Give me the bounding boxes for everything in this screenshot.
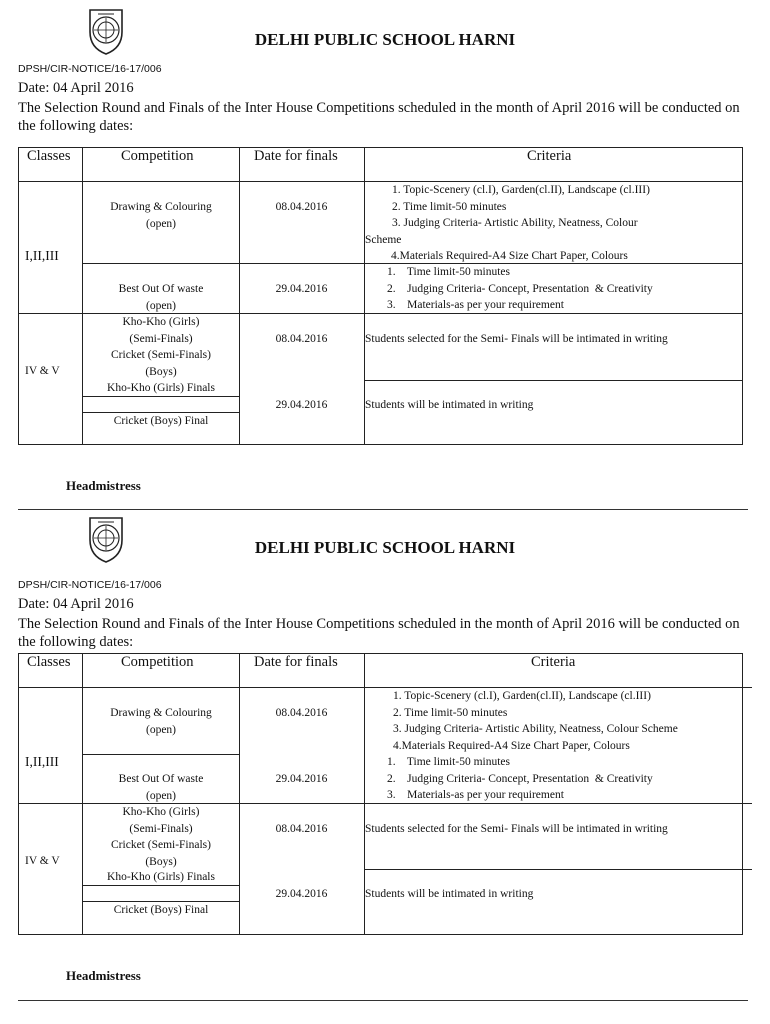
signature-label: Headmistress [66, 968, 141, 983]
final-line1: Kho-Kho (Girls) Finals [107, 382, 215, 394]
semi-criteria: Students selected for the Semi- Finals will be intimated in writing [365, 333, 668, 345]
semi-line4: (Boys) [145, 855, 177, 868]
notice-date: Date: 04 April 2016 [18, 596, 134, 612]
final-line2: Cricket (Boys) Final [113, 904, 209, 916]
notice-date: Date: 04 April 2016 [18, 80, 134, 96]
header-competition: Competition [121, 654, 194, 670]
waste-criteria [365, 754, 751, 804]
waste-criteria [365, 264, 741, 314]
group2-classes: IV & V [25, 365, 60, 377]
criteria-line: 2. Judging Criteria- Concept, Presentation & Creativity [387, 282, 653, 295]
semi-criteria: Students selected for the Semi- Finals will be intimated in writing [365, 823, 668, 835]
final-line2: Cricket (Boys) Final [113, 415, 209, 427]
semi-line2: (Semi-Finals) [129, 332, 193, 345]
notice-reference: DPSH/CIR-NOTICE/16-17/006 [18, 63, 162, 75]
drawing-competition [83, 705, 239, 738]
semi-line1: Kho-Kho (Girls) [122, 316, 200, 328]
header-classes: Classes [27, 148, 71, 164]
final-criteria: Students will be intimated in writing [365, 399, 534, 411]
final-criteria: Students will be intimated in writing [365, 888, 534, 900]
header-criteria: Criteria [527, 148, 572, 164]
semi-competition [83, 314, 239, 380]
table-divider [364, 380, 742, 381]
waste-sub: (open) [145, 789, 176, 802]
drawing-date: 08.04.2016 [275, 201, 328, 213]
criteria-line: 3. Materials-as per your requirement [387, 789, 564, 801]
waste-date: 29.04.2016 [275, 283, 328, 295]
drawing-name: Drawing & Colouring [110, 707, 212, 719]
competition-table [18, 147, 743, 445]
semi-date: 08.04.2016 [275, 823, 328, 835]
header-criteria: Criteria [531, 654, 576, 670]
notice-reference: DPSH/CIR-NOTICE/16-17/006 [18, 579, 162, 591]
criteria-line: 4.Materials Required-A4 Size Chart Paper, Colours [393, 739, 630, 752]
final-line1: Kho-Kho (Girls) Finals [107, 871, 215, 883]
notice-copy-2 [0, 508, 770, 1020]
header-competition: Competition [121, 148, 194, 164]
criteria-line: 1. Topic-Scenery (cl.I), Garden(cl.II), Landscape (cl.III) [392, 184, 650, 196]
criteria-line: 3. Judging Criteria- Artistic Ability, Neatness, Colour [392, 217, 638, 229]
notice-intro: The Selection Round and Finals of the Inter House Competitions scheduled in the month of April 2016 will be conducted on the following dates: [18, 100, 740, 134]
criteria-line: 1. Time limit-50 minutes [387, 756, 511, 768]
competition-table [18, 653, 743, 935]
group2-classes: IV & V [25, 855, 60, 867]
criteria-line: 1. Topic-Scenery (cl.I), Garden(cl.II), Landscape (cl.III) [393, 690, 651, 702]
criteria-line: 3. Judging Criteria- Artistic Ability, Neatness, Colour Scheme [393, 723, 678, 735]
drawing-criteria [365, 688, 751, 754]
waste-competition [83, 281, 239, 314]
semi-line2: (Semi-Finals) [129, 822, 193, 835]
school-name: DELHI PUBLIC SCHOOL HARNI [254, 30, 516, 49]
table-divider [82, 754, 239, 755]
criteria-line: 2. Time limit-50 minutes [393, 706, 508, 719]
semi-competition [83, 804, 239, 870]
signature-label: Headmistress [66, 478, 141, 493]
criteria-line: 1. Time limit-50 minutes [387, 266, 511, 278]
group1-classes: I,II,III [25, 754, 59, 769]
group1-classes: I,II,III [25, 248, 59, 263]
criteria-line: 2. Time limit-50 minutes [392, 200, 507, 213]
criteria-line: 2. Judging Criteria- Concept, Presentation & Creativity [387, 772, 653, 785]
drawing-criteria [365, 182, 741, 265]
waste-date: 29.04.2016 [275, 773, 328, 785]
criteria-line: 3. Materials-as per your requirement [387, 299, 564, 311]
drawing-sub: (open) [145, 723, 176, 736]
waste-competition [83, 771, 239, 804]
drawing-sub: (open) [145, 217, 176, 230]
criteria-line: Scheme [365, 233, 402, 246]
waste-sub: (open) [145, 299, 176, 312]
tear-off-divider [18, 1000, 748, 1001]
header-classes: Classes [27, 654, 71, 670]
semi-date: 08.04.2016 [275, 333, 328, 345]
header-date: Date for finals [254, 148, 338, 164]
final-date: 29.04.2016 [275, 888, 328, 900]
drawing-competition [83, 199, 239, 232]
waste-name: Best Out Of waste [118, 773, 204, 785]
drawing-name: Drawing & Colouring [110, 201, 212, 213]
final-date: 29.04.2016 [275, 399, 328, 411]
semi-line4: (Boys) [145, 365, 177, 378]
school-name: DELHI PUBLIC SCHOOL HARNI [254, 538, 516, 557]
semi-line1: Kho-Kho (Girls) [122, 806, 200, 818]
criteria-line: 4.Materials Required-A4 Size Chart Paper, Colours [391, 250, 628, 262]
notice-intro: The Selection Round and Finals of the Inter House Competitions scheduled in the month of April 2016 will be conducted on the following dates: [18, 616, 740, 650]
waste-name: Best Out Of waste [118, 283, 204, 295]
semi-line3: Cricket (Semi-Finals) [111, 349, 211, 361]
semi-line3: Cricket (Semi-Finals) [111, 839, 211, 851]
table-divider [364, 869, 752, 870]
header-date: Date for finals [254, 654, 338, 670]
drawing-date: 08.04.2016 [275, 707, 328, 719]
